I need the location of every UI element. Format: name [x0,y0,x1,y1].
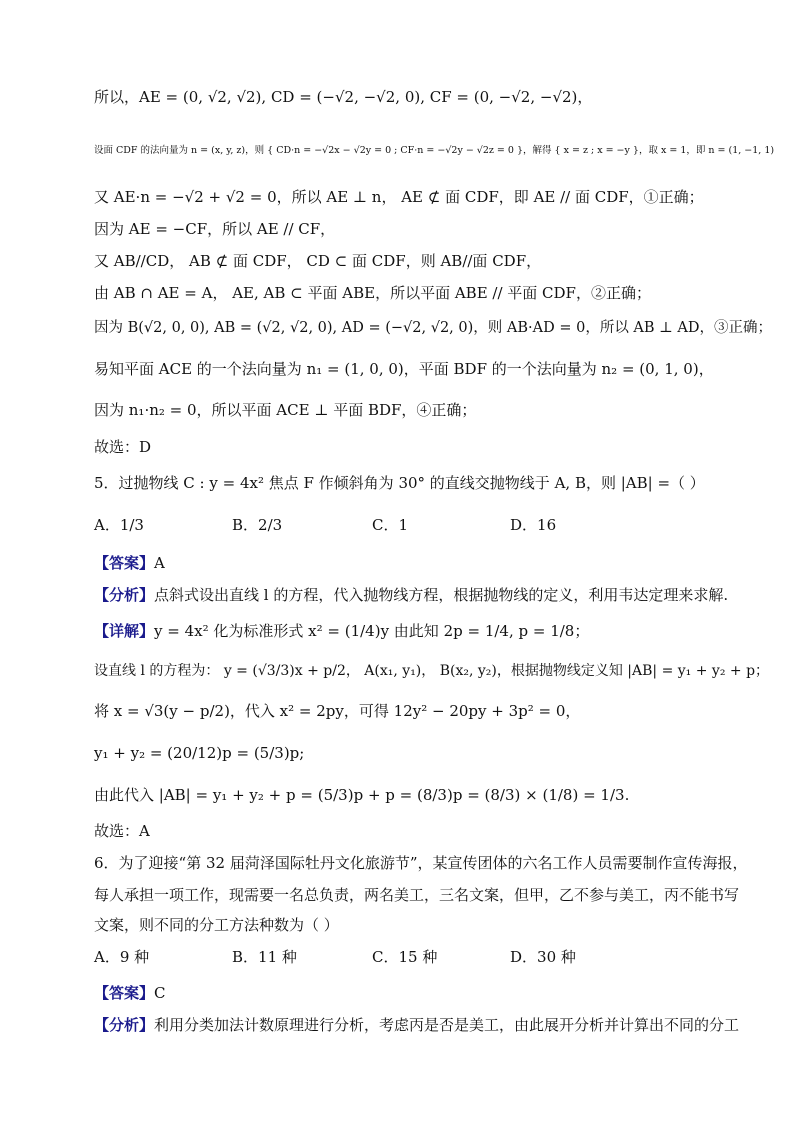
text-line: 设面 CDF 的法向量为 n = (x, y, z)，则 { CD·n = −√2x − √2y = 0 ; CF·n = −√2y − √2z = 0 }，解得 { x = z ; x = −y }，取 x = 1，即 n = (1, −1, 1) [94,145,775,156]
question-6-stem: 文案，则不同的分工方法种数为（ ） [94,916,339,934]
q5-answer [94,552,165,574]
question-6-stem: 每人承担一项工作，现需要一名总负责，两名美工，三名文案，但甲，乙不参与美工，丙不能书写 [94,886,740,904]
q6-option-c: C．15 种 [372,948,438,966]
text-line: 因为 B(√2, 0, 0), AB = (√2, √2, 0), AD = (−√2, √2, 0)，则 AB·AD = 0，所以 AB ⊥ AD，③正确； [94,320,773,336]
analysis-tag: 【分析】 [94,1016,155,1034]
answer-tag: 【答案】 [94,984,155,1002]
text-line: 故选：D [94,438,152,456]
q5-analysis [94,584,728,606]
q5-option-c: C．1 [372,516,409,534]
text-line: 又 AE·n = −√2 + √2 = 0，所以 AE ⊥ n， AE ⊄ 面 CDF，即 AE // 面 CDF，①正确； [94,188,704,206]
text-line: 由此代入 |AB| = y₁ + y₂ + p = (5/3)p + p = (8/3)p = (8/3) × (1/8) = 1/3. [94,786,630,804]
q5-option-a: A．1/3 [94,516,144,534]
detail-tag: 【详解】 [94,622,155,640]
analysis-text: 利用分类加法计数原理进行分析，考虑丙是否是美工，由此展开分析并计算出不同的分工 [154,1016,740,1034]
answer-tag: 【答案】 [94,554,155,572]
q6-option-a: A．9 种 [94,948,150,966]
analysis-tag: 【分析】 [94,586,155,604]
q6-option-d: D．30 种 [510,948,576,966]
answer-value: A [154,554,165,572]
text-line: 因为 n₁·n₂ = 0，所以平面 ACE ⊥ 平面 BDF，④正确； [94,401,477,419]
q6-analysis [94,1014,739,1036]
answer-value: C [154,984,166,1002]
text-line: 又 AB//CD， AB ⊄ 面 CDF， CD ⊂ 面 CDF，则 AB//面 CDF， [94,252,542,270]
q5-detail [94,620,589,642]
text-line: 由 AB ∩ AE = A， AE, AB ⊂ 平面 ABE，所以平面 ABE // 平面 CDF，②正确； [94,284,651,302]
q5-option-b: B．2/3 [232,516,283,534]
text-line: 所以，AE = (0, √2, √2), CD = (−√2, −√2, 0), CF = (0, −√2, −√2)， [94,88,593,106]
text-line: 故选：A [94,822,150,840]
text-line: 易知平面 ACE 的一个法向量为 n₁ = (1, 0, 0)，平面 BDF 的一个法向量为 n₂ = (0, 1, 0)， [94,360,714,378]
text-line: 将 x = √3(y − p/2)，代入 x² = 2py，可得 12y² − 20py + 3p² = 0， [94,702,581,720]
q6-answer [94,982,166,1004]
text-line: 设直线 l 的方程为： y = (√3/3)x + p/2， A(x₁, y₁)， B(x₂, y₂)，根据抛物线定义知 |AB| = y₁ + y₂ + p； [94,663,770,679]
detail-text: y = 4x² 化为标准形式 x² = (1/4)y 由此知 2p = 1/4, p = 1/8； [154,622,590,640]
text-line: y₁ + y₂ = (20/12)p = (5/3)p; [94,744,305,762]
question-5-stem: 5．过抛物线 C : y = 4x² 焦点 F 作倾斜角为 30° 的直线交抛物线于 A, B，则 |AB| =（ ） [94,474,705,492]
q5-option-d: D．16 [510,516,557,534]
analysis-text: 点斜式设出直线 l 的方程，代入抛物线方程，根据抛物线的定义，利用韦达定理来求解. [154,586,729,604]
question-6-stem: 6．为了迎接“第 32 届菏泽国际牡丹文化旅游节”，某宣传团体的六名工作人员需要制作宣传海报， [94,854,748,872]
q6-option-b: B．11 种 [232,948,297,966]
text-line: 因为 AE = −CF，所以 AE // CF， [94,220,336,238]
